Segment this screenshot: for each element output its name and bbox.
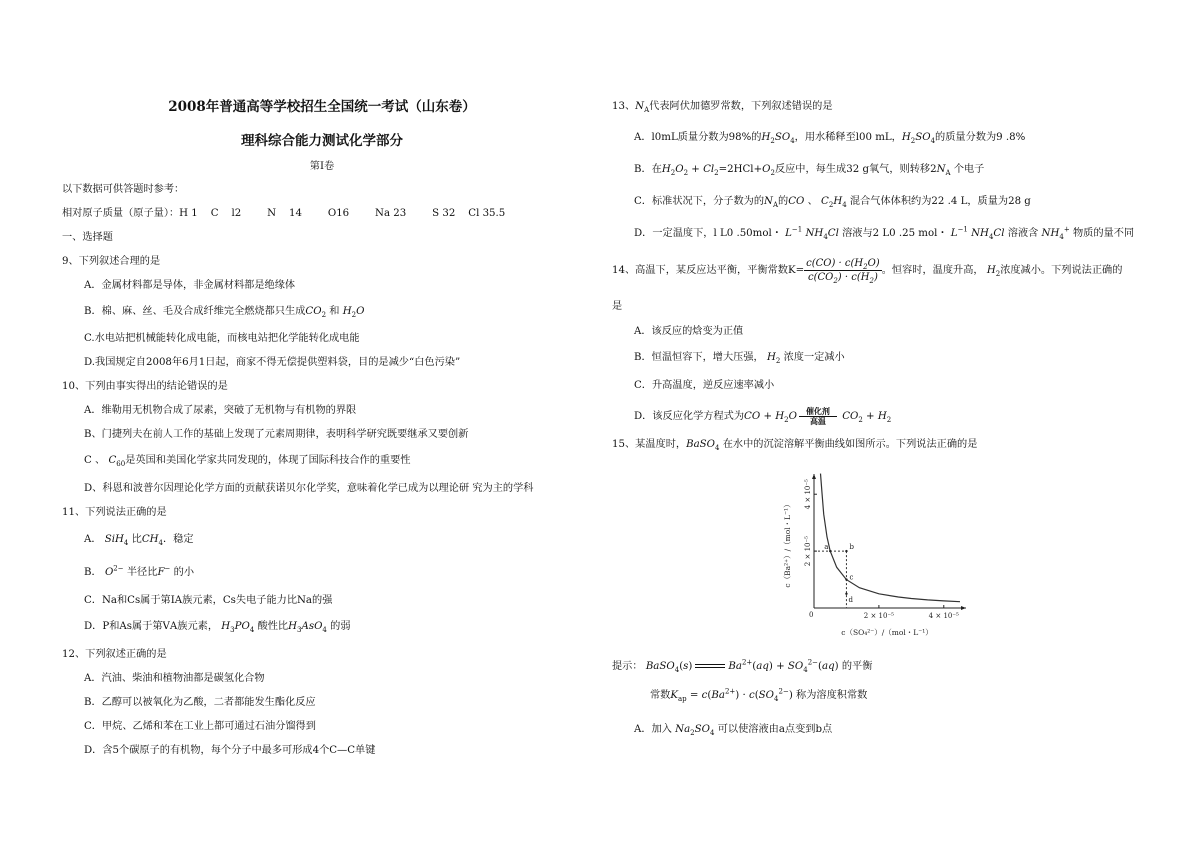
- q9-option-a: A．金属材料都是导体，非金属材料都是绝缘体: [84, 280, 296, 291]
- section-label: 第Ⅰ卷: [309, 161, 335, 172]
- q11-option-d: D．P和As属于第ⅤA族元素， $H_3PO_4$ 酸性比$H_3AsO_4$ 的弱: [84, 621, 351, 635]
- q15-stem: 15、某温度时，BaSO$_4$ 在水中的沉淀溶解平衡曲线如图所示。下列说法正确的是: [612, 439, 978, 453]
- q9-option-b: B．棉、麻、丝、毛及合成纤维完全燃烧都只生成$CO_2$ 和 $H_2O$: [84, 306, 365, 320]
- point-label-a: a: [824, 543, 829, 552]
- chart-marks: [814, 474, 960, 608]
- y-axis-label: c（Ba²⁺）/（mol・L⁻¹）: [783, 500, 792, 588]
- q14-option-b: B．恒温恒容下，增大压强， $H_2$ 浓度一定减小: [634, 352, 845, 366]
- point-label-c: c: [849, 573, 854, 582]
- point-a: [829, 550, 831, 552]
- chart-axes: [812, 474, 966, 610]
- q11-option-b: B． $O^{2-}$ 半径比F− 的小: [84, 564, 195, 578]
- q13-stem: 13、$N_A$代表阿伏加德罗常数，下列叙述错误的是: [612, 101, 833, 115]
- q14-option-c: C．升高温度，逆反应速率减小: [634, 380, 775, 391]
- atomic-masses: 相对原子质量（原子量）：H 1 C l2 N 14 O16 Na 23 S 32 Cl 35.5: [62, 208, 506, 219]
- point-c: [845, 578, 847, 580]
- q10-option-b: B、门捷列夫在前人工作的基础上发现了元素周期律，表明科学研究既要继承又要创新: [84, 429, 469, 440]
- intro-note: 以下数据可供答题时参考：: [62, 184, 185, 195]
- q12-option-d: D．含5个碳原子的有机物，每个分子中最多可形成4个C—C单键: [84, 745, 376, 756]
- point-label-b: b: [849, 543, 854, 552]
- x-tick-label: 2 × 10⁻⁵: [863, 612, 894, 620]
- q9-option-d: D.我国规定自2008年6月1日起，商家不得无偿提供塑料袋，目的是减少“白色污染”: [84, 357, 461, 368]
- origin-label: 0: [809, 611, 814, 619]
- point-d: [845, 593, 847, 595]
- q15-ksp-line: 常数$K_{ap} = c(Ba^{2+}) \cdot c(SO_4^{2-})$ 称为溶度积常数: [650, 687, 868, 704]
- x-tick-label: 4 × 10⁻⁵: [928, 612, 959, 620]
- page-subtitle: 理科综合能力测试化学部分: [241, 133, 403, 149]
- solubility-equilibrium-chart: [778, 470, 968, 645]
- q14-stem: 14、高温下，某反应达平衡，平衡常数K= $\frac{c(CO) \cdot c(H_2O)}{c(CO_2) \cdot c(H_2)}$ 。恒容时，温度升高， $H_2$浓度减小。下列说法正确的: [612, 257, 1123, 285]
- q15-option-a: A．加入 $Na_2SO_4$ 可以使溶液由a点变到b点: [634, 724, 833, 738]
- q9-option-c: C.水电站把机械能转化成电能，而核电站把化学能转化成电能: [84, 333, 360, 344]
- q11-stem: 11、下列说法正确的是: [62, 507, 167, 518]
- y-tick-label: 2 × 10⁻⁵: [804, 536, 812, 567]
- q15-hint: 提示： BaSO$_4$(s) $Ba^{2+}(aq) + SO_4^{2-}(aq)$ 的平衡: [612, 658, 873, 675]
- q13-option-c: C．标准状况下，分子数为的$N_A$的CO 、 $C_2H_4$ 混合气体体积约为22 .4 L，质量为28 g: [634, 196, 1031, 210]
- q11-option-a: A． SiH$_4$ 比$CH_4$．稳定: [84, 534, 194, 548]
- q14-stem-wrap: 是: [612, 301, 623, 312]
- part-heading: 一、选择题: [62, 232, 113, 243]
- reaction-condition: 催化剂 高温: [799, 407, 837, 426]
- equilibrium-constant-fraction: $\frac{c(CO) \cdot c(H_2O)}{c(CO_2) \cdot c(H_2)}$: [806, 257, 880, 285]
- q12-option-b: B．乙醇可以被氧化为乙酸，二者都能发生酯化反应: [84, 697, 316, 708]
- q12-option-a: A．汽油、柴油和植物油都是碳氢化合物: [84, 673, 265, 684]
- x-axis-label: c（SO₄²⁻）/（mol・L⁻¹）: [841, 628, 933, 637]
- chart-labels: [783, 479, 959, 637]
- equilibrium-curve: [821, 474, 961, 602]
- x-axis-arrow-icon: [961, 606, 966, 610]
- q10-stem: 10、下列由事实得出的结论错误的是: [62, 381, 228, 392]
- point-b: [845, 550, 847, 552]
- q10-option-c: C 、 $C_{60}$是英国和美国化学家共同发现的，体现了国际科技合作的重要性: [84, 455, 411, 469]
- q14-option-d: D．该反应化学方程式为CO + $H_2O$ 催化剂 高温 $CO_2 + H_2$: [634, 405, 892, 426]
- q14-option-a: A．该反应的焓变为正值: [634, 326, 744, 337]
- q12-stem: 12、下列叙述正确的是: [62, 649, 167, 660]
- q9-stem: 9、下列叙述合理的是: [62, 256, 161, 267]
- page-title: 2008年普通高等学校招生全国统一考试（山东卷）: [168, 99, 476, 115]
- q10-option-d: D、科恩和波普尔因理论化学方面的贡献获诺贝尔化学奖，意味着化学已成为以理论研 究为主的学科: [84, 483, 534, 494]
- q11-option-c: C．Na和Cs属于第ⅠA族元素，Cs失电子能力比Na的强: [84, 595, 333, 606]
- equilibrium-arrow: [695, 663, 725, 669]
- q10-option-a: A．维勒用无机物合成了尿素，突破了无机物与有机物的界限: [84, 405, 357, 416]
- y-tick-label: 4 × 10⁻⁵: [804, 479, 812, 510]
- point-label-d: d: [848, 595, 853, 604]
- q13-option-d: D．一定温度下，l L0 .50mol・ $L^{-1}$ $NH_4Cl$ 溶液与2 L0 .25 mol・ $L^{-1}$ $NH_4Cl$ 溶液含 $NH_4^+$ 物质的量不同: [634, 225, 1135, 242]
- q12-option-c: C．甲烷、乙烯和苯在工业上都可通过石油分馏得到: [84, 721, 316, 732]
- y-axis-arrow-icon: [812, 474, 816, 479]
- q13-option-b: B．在$H_2O_2 + Cl_2=2HCl+O_2$反应中，每生成32 g氧气，则转移$2N_A$ 个电子: [634, 164, 985, 178]
- q13-option-a: A．l0mL质量分数为98%的$H_2SO_4$，用水稀释至l00 mL，$H_2SO_4$的质量分数为9 .8%: [634, 132, 1026, 146]
